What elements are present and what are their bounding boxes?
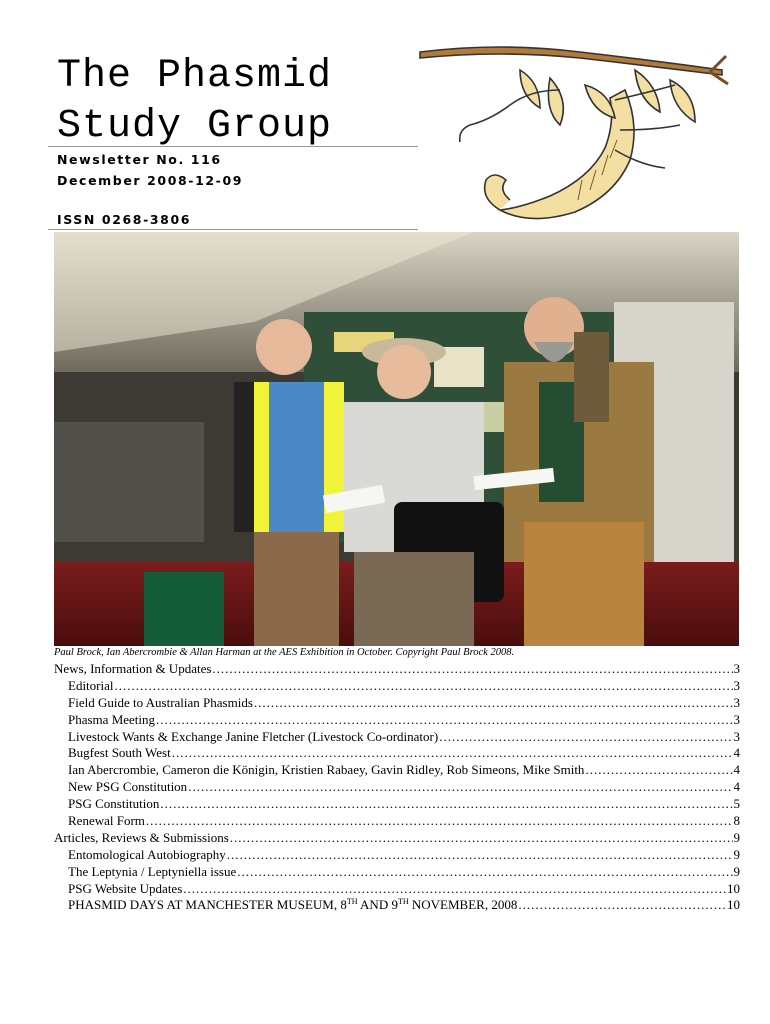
toc-entry-page: 8 bbox=[733, 813, 740, 829]
toc-leader-dots bbox=[227, 847, 733, 864]
toc-leader-dots bbox=[212, 661, 732, 678]
toc-entry[interactable] bbox=[54, 712, 740, 729]
toc-entry-text: Entomological Autobiography bbox=[68, 846, 226, 862]
toc-entry[interactable] bbox=[54, 762, 740, 779]
toc-leader-dots bbox=[237, 864, 732, 881]
toc-entry[interactable] bbox=[54, 796, 740, 813]
toc-entry-text: Field Guide to Australian Phasmids bbox=[68, 694, 253, 710]
toc-entry-page: 4 bbox=[733, 779, 740, 795]
toc-entry-page: 3 bbox=[733, 677, 740, 693]
toc-leader-dots bbox=[188, 779, 732, 796]
toc-entry-page: 9 bbox=[733, 829, 740, 845]
toc-entry-text: PHASMID DAYS AT MANCHESTER MUSEUM, 8TH AND 9TH NOVEMBER, 2008 bbox=[68, 897, 518, 912]
newsletter-title bbox=[57, 52, 417, 152]
toc-entry-text: PSG Website Updates bbox=[68, 880, 183, 896]
toc-entry[interactable] bbox=[54, 745, 740, 762]
toc-entry-page: 4 bbox=[733, 762, 740, 778]
toc-leader-dots bbox=[172, 745, 733, 762]
toc-entry-text: PSG Constitution bbox=[68, 796, 160, 812]
toc-entry-page: 3 bbox=[733, 694, 740, 710]
toc-entry-text: Editorial bbox=[68, 677, 114, 693]
exhibition-photo bbox=[54, 232, 739, 646]
issn: ISSN 0268-3806 bbox=[57, 212, 192, 227]
toc-entry-text: Renewal Form bbox=[68, 813, 145, 829]
toc-leader-dots bbox=[439, 729, 732, 746]
toc-entry-page: 3 bbox=[733, 711, 740, 727]
toc-entry-page: 3 bbox=[733, 728, 740, 744]
toc-leader-dots bbox=[115, 678, 733, 695]
toc-entry-text: Articles, Reviews & Submissions bbox=[54, 829, 229, 845]
toc-entry[interactable] bbox=[54, 881, 740, 898]
header-rule-bottom bbox=[48, 229, 418, 230]
toc-entry-page: 5 bbox=[733, 796, 740, 812]
toc-entry[interactable] bbox=[54, 813, 740, 830]
toc-leader-dots bbox=[518, 897, 726, 914]
toc-leader-dots bbox=[254, 695, 733, 712]
toc-entry-text: The Leptynia / Leptyniella issue bbox=[68, 863, 237, 879]
toc-entry-text: Ian Abercrombie, Cameron die Königin, Kristien Rabaey, Gavin Ridley, Rob Simeons, Mike Smith bbox=[68, 762, 585, 778]
toc-entry-page: 4 bbox=[733, 745, 740, 761]
photo-caption: Paul Brock, Ian Abercrombie & Allan Harman at the AES Exhibition in October. Copyright Paul Brock 2008. bbox=[54, 647, 515, 658]
toc-last-entry-wrap bbox=[54, 897, 740, 914]
toc-entry-text: News, Information & Updates bbox=[54, 661, 212, 676]
toc-leader-dots bbox=[230, 830, 733, 847]
title-line-1: The Phasmid bbox=[57, 54, 333, 99]
toc-entry[interactable] bbox=[54, 847, 740, 864]
toc-entry[interactable] bbox=[54, 695, 740, 712]
toc-entry[interactable] bbox=[54, 779, 740, 796]
toc-entry-page: 9 bbox=[733, 846, 740, 862]
toc-leader-dots bbox=[160, 796, 732, 813]
toc-leader-dots bbox=[156, 712, 732, 729]
toc-entry-page: 10 bbox=[727, 880, 740, 896]
issue-date: December 2008-12-09 bbox=[57, 173, 244, 188]
toc-entry-text: Bugfest South West bbox=[68, 745, 171, 761]
toc-entry[interactable] bbox=[54, 864, 740, 881]
toc-leader-dots bbox=[183, 881, 726, 898]
toc-section[interactable] bbox=[54, 830, 740, 847]
toc-entry-text: Phasma Meeting bbox=[68, 711, 156, 727]
header-rule-top bbox=[48, 146, 418, 147]
title-line-2: Study Group bbox=[57, 104, 333, 149]
toc-entry-text: New PSG Constitution bbox=[68, 779, 188, 795]
table-of-contents bbox=[54, 661, 740, 897]
toc-entry[interactable] bbox=[54, 729, 740, 746]
toc-entry[interactable] bbox=[54, 678, 740, 695]
toc-section[interactable] bbox=[54, 661, 740, 678]
toc-leader-dots bbox=[585, 762, 732, 779]
toc-entry-page: 3 bbox=[733, 661, 740, 676]
toc-entry-page: 9 bbox=[733, 863, 740, 879]
toc-leader-dots bbox=[146, 813, 733, 830]
toc-entry-text: Livestock Wants & Exchange Janine Fletcher (Livestock Co-ordinator) bbox=[68, 728, 439, 744]
toc-entry-page: 10 bbox=[727, 897, 740, 912]
phasmid-logo bbox=[410, 30, 730, 230]
toc-entry[interactable] bbox=[54, 897, 740, 914]
newsletter-number: Newsletter No. 116 bbox=[57, 152, 222, 167]
